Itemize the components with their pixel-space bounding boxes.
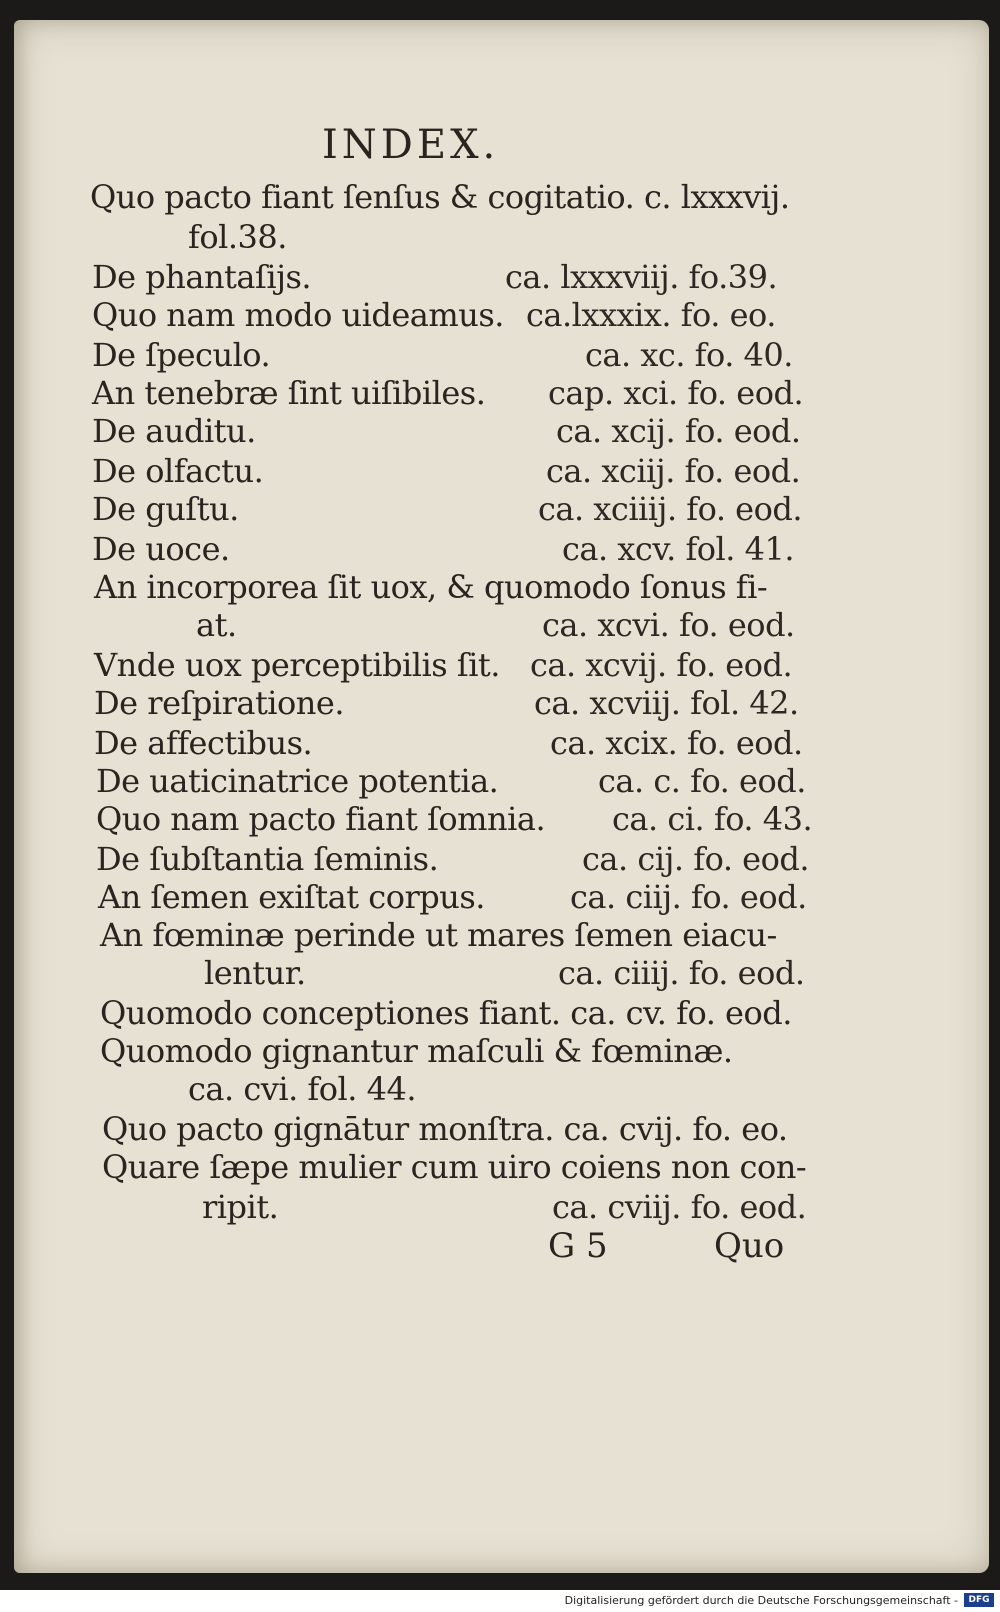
signature-mark: G 5 — [548, 1226, 608, 1266]
entry-reference: ca. ciiij. fo. eod. — [558, 954, 805, 992]
entry-reference: ca. xc. fo. 40. — [585, 336, 793, 374]
entry-text: Quo nam pacto fiant ſomnia. — [96, 800, 546, 838]
entry-text: Quare ſæpe mulier cum uiro coiens non con- — [102, 1148, 807, 1186]
entry-text: An incorporea ſit uox, & quomodo ſonus fi- — [94, 568, 768, 606]
index-entry — [94, 646, 500, 684]
index-entry — [92, 530, 230, 568]
index-entry — [98, 878, 485, 916]
entry-text: Quomodo gignantur maſculi & fœminæ. — [100, 1032, 733, 1070]
entry-text: Quomodo conceptiones fiant. ca. cv. fo. eod. — [100, 994, 792, 1032]
entry-text: ripit. — [202, 1188, 279, 1226]
entry-reference: cap. xci. fo. eod. — [548, 374, 804, 412]
entry-text: De uoce. — [92, 530, 230, 568]
entry-text: De auditu. — [92, 412, 256, 450]
credit-text: Digitalisierung gefördert durch die Deutsche Forschungsgemeinschaft - — [564, 1594, 958, 1607]
entry-text: Quo nam modo uideamus. — [92, 296, 504, 334]
index-entry — [92, 336, 270, 374]
entry-reference: ca. lxxxviij. fo.39. — [505, 258, 778, 296]
entry-reference: ca. ciij. fo. eod. — [570, 878, 807, 916]
entry-text: De guſtu. — [92, 490, 239, 528]
index-entry — [96, 840, 438, 878]
page-title: INDEX. — [322, 122, 500, 168]
index-entry — [100, 916, 777, 954]
entry-text: De ſpeculo. — [92, 336, 271, 374]
index-entry — [94, 684, 344, 722]
index-entry — [196, 606, 237, 644]
index-entry — [92, 412, 256, 450]
entry-text: De reſpiratione. — [94, 684, 345, 722]
entry-reference: ca. xciij. fo. eod. — [546, 452, 801, 490]
index-entry — [202, 1188, 278, 1226]
entry-text: De affectibus. — [94, 724, 313, 762]
index-entry — [92, 296, 504, 334]
index-entry — [90, 178, 789, 216]
entry-reference: ca. ci. fo. 43. — [612, 800, 813, 838]
digitization-credit-bar — [0, 1590, 1000, 1612]
index-entry — [92, 258, 311, 296]
index-entry — [102, 1110, 788, 1148]
entry-text: De uaticinatrice potentia. — [96, 762, 499, 800]
catchword: Quo — [714, 1226, 785, 1266]
index-entry — [94, 724, 312, 762]
index-entry — [96, 762, 498, 800]
index-entry — [204, 954, 306, 992]
entry-reference: ca. xcviij. fol. 42. — [534, 684, 799, 722]
entry-text: Quo pacto gignātur monſtra. ca. cvij. fo. eo. — [102, 1110, 788, 1148]
dfg-logo: DFG — [964, 1593, 994, 1607]
entry-reference: ca. xcvij. fo. eod. — [530, 646, 793, 684]
index-entry — [92, 490, 239, 528]
entry-reference: ca. xcvi. fo. eod. — [542, 606, 795, 644]
entry-reference: ca. cij. fo. eod. — [582, 840, 810, 878]
index-entry — [188, 1070, 416, 1108]
entry-text: lentur. — [204, 954, 306, 992]
entry-reference: ca. xcv. fol. 41. — [562, 530, 795, 568]
entry-text: An ſemen exiſtat corpus. — [98, 878, 485, 916]
entry-reference: ca. xcij. fo. eod. — [556, 412, 801, 450]
entry-text: De phantaſijs. — [92, 258, 312, 296]
index-entry — [92, 452, 263, 490]
entry-reference: ca. cviij. fo. eod. — [552, 1188, 807, 1226]
entry-text: ca. cvi. fol. 44. — [188, 1070, 416, 1108]
entry-text: at. — [196, 606, 237, 644]
entry-text: An tenebræ ſint uiſibiles. — [92, 374, 486, 412]
index-entry — [100, 1032, 733, 1070]
entry-text: fol.38. — [188, 218, 287, 256]
entry-text: De olfactu. — [92, 452, 264, 490]
index-entry — [92, 374, 485, 412]
index-entry — [102, 1148, 806, 1186]
entry-text: An fœminæ perinde ut mares ſemen eiacu- — [100, 916, 777, 954]
entry-reference: ca.lxxxix. fo. eo. — [526, 296, 776, 334]
index-entry — [94, 568, 767, 606]
entry-text: Vnde uox perceptibilis ſit. — [94, 646, 500, 684]
entry-reference: ca. xciiij. fo. eod. — [538, 490, 803, 528]
entry-reference: ca. c. fo. eod. — [598, 762, 806, 800]
entry-text: Quo pacto fiant ſenſus & cogitatio. c. lxxxvij. — [90, 178, 790, 216]
index-entry — [188, 218, 287, 256]
index-entry — [96, 800, 545, 838]
entry-text: De ſubſtantia ſeminis. — [96, 840, 439, 878]
entry-reference: ca. xcix. fo. eod. — [550, 724, 803, 762]
index-entry — [100, 994, 792, 1032]
